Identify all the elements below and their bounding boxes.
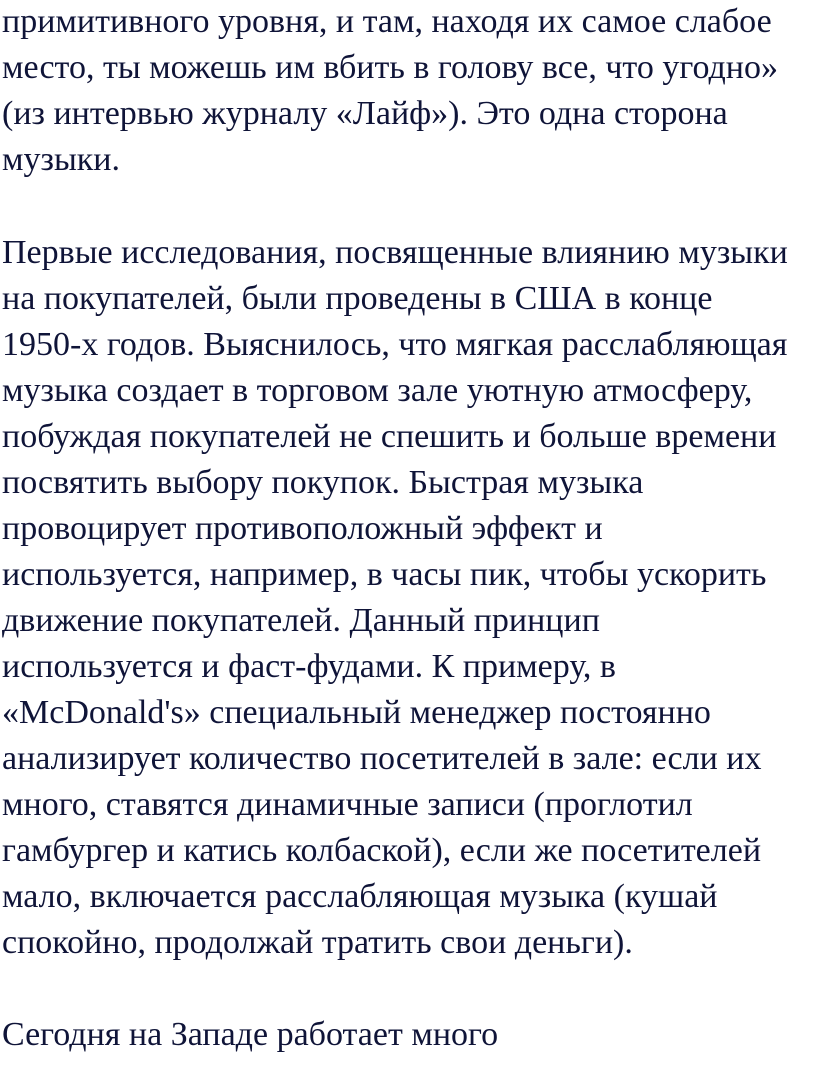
text-line: музыка создает в торговом зале уютную атмосферу, <box>2 372 753 409</box>
text-line: посвятить выбору покупок. Быстрая музыка <box>2 464 644 501</box>
text-line: используется и фаст-фудами. К примеру, в <box>2 648 616 685</box>
text-line: спокойно, продолжай тратить свои деньги). <box>2 924 633 961</box>
text-line: гамбургер и катись колбаской), если же посетителей <box>2 832 762 869</box>
text-line: Первые исследования, посвященные влиянию музыки <box>2 234 788 271</box>
text-line: движение покупателей. Данный принцип <box>2 602 600 639</box>
text-line: провоцирует противоположный эффект и <box>2 510 603 547</box>
text-line: Сегодня на Западе работает много <box>2 1016 499 1053</box>
text-line: примитивного уровня, и там, находя их самое слабое <box>2 3 772 40</box>
text-line: (из интервью журналу «Лайф»). Это одна сторона <box>2 95 728 132</box>
text-line: место, ты можешь им вбить в голову все, что угодно» <box>2 49 778 86</box>
text-line: музыки. <box>2 141 121 178</box>
text-line: «McDonald's» специальный менеджер постоянно <box>2 694 711 731</box>
text-line: мало, включается расслабляющая музыка (кушай <box>2 878 718 915</box>
text-line: на покупателей, были проведены в США в конце <box>2 280 713 317</box>
text-line: анализирует количество посетителей в зале: если их <box>2 740 762 777</box>
text-line: побуждая покупателей не спешить и больше времени <box>2 418 777 455</box>
text-line: много, ставятся динамичные записи (проглотил <box>2 786 693 823</box>
text-line: используется, например, в часы пик, чтобы ускорить <box>2 556 767 593</box>
text-line: 1950-х годов. Выяснилось, что мягкая расслабляющая <box>2 326 788 363</box>
